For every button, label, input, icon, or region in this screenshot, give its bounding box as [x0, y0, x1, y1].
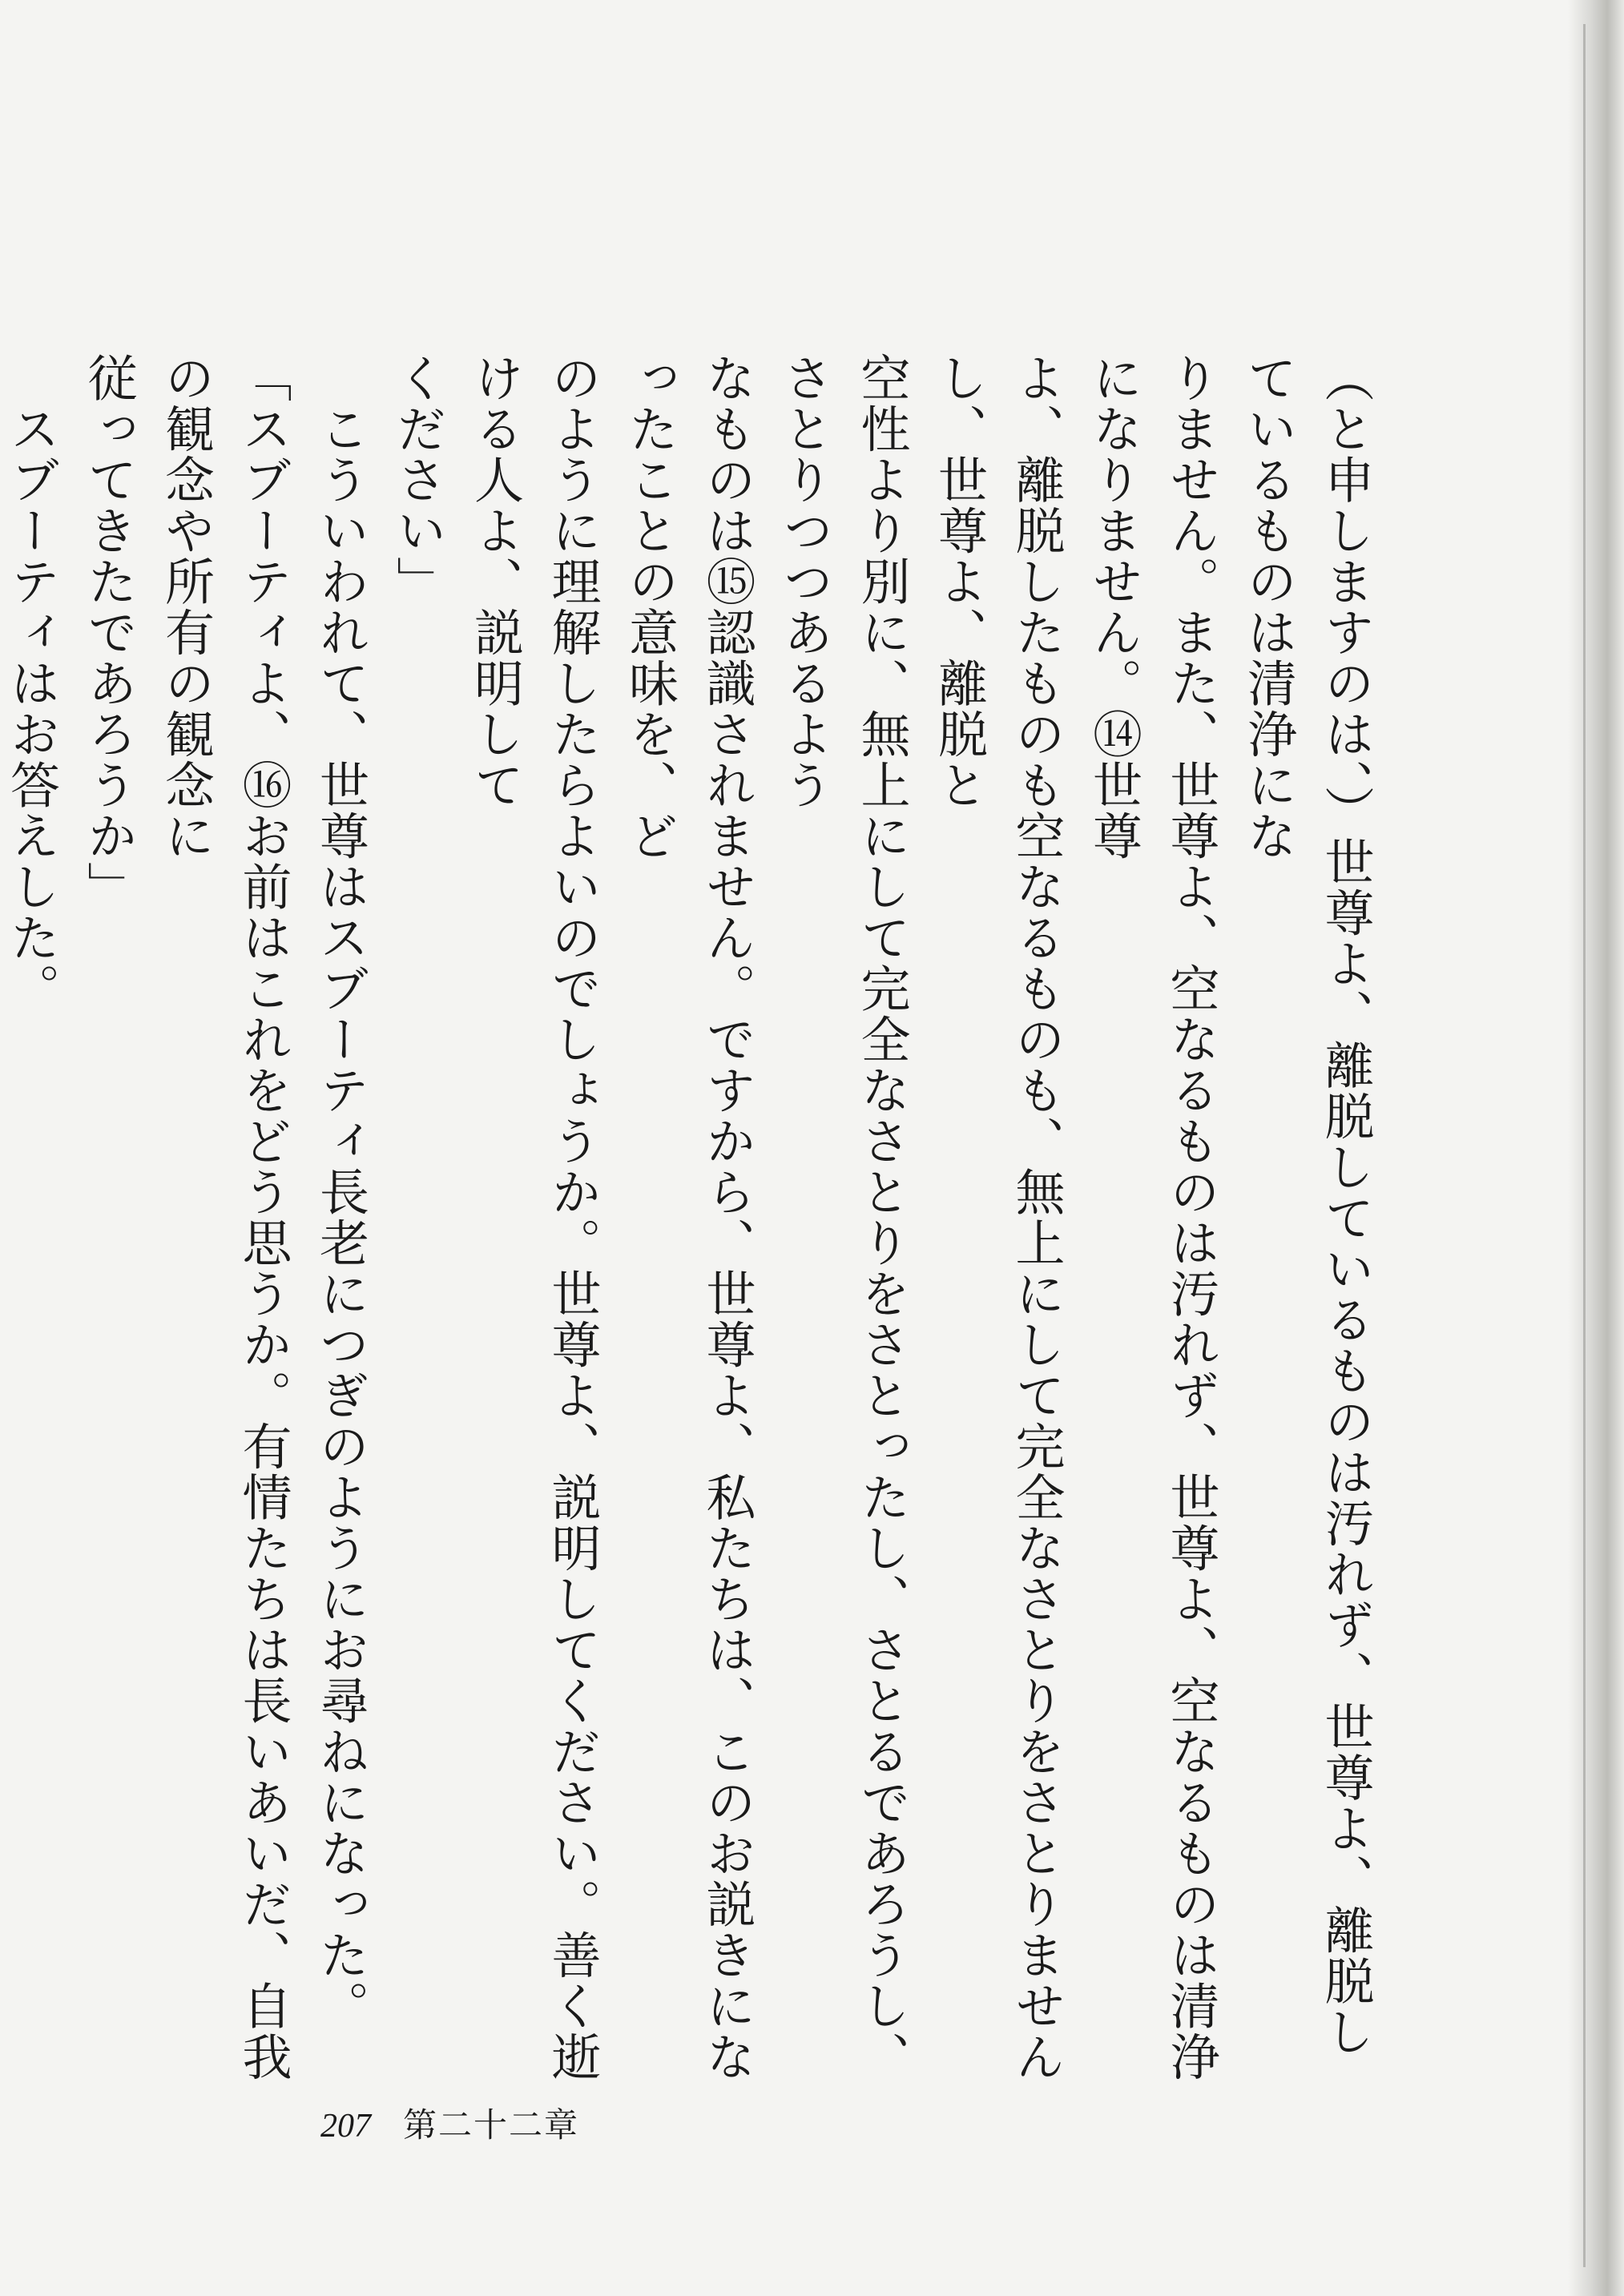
paragraph-1: （と申しますのは、）世尊よ、離脱しているものは汚れず、世尊よ、離脱しているものは清浄にな りません。また、世尊よ、空なるものは汚れず、世尊よ、空なるものは清浄になりません。⑭世尊 よ、離脱したものも空なるものも、無上にして完全なさとりをさとりませんし、世尊よ、離脱と 空性より別に、無上にして完全なさとりをさとったし、さとるであろうし、さとりつつあるよう なものは⑮認識されません。ですから、世尊よ、私たちは、このお説きになったことの意味を、ど のように理解したらよいのでしょうか。世尊よ、説明してください。善く逝ける人よ、説明して ください」 — [389, 352, 1375, 2082]
paragraph-4: スブーティはお答えした。 — [2, 352, 61, 1014]
vertical-text-body — [2, 352, 1384, 2091]
page-footer — [320, 2099, 579, 2147]
chapter-title: 第二十二章 — [403, 2105, 580, 2145]
paragraph-3: 「スブーティよ、⑯お前はこれをどう思うか。有情たちは長いあいだ、自我の観念や所有の観念に 従ってきたであろうか」 — [79, 352, 292, 2082]
page-number: 207 — [320, 2108, 371, 2145]
paragraph-2: こういわれて、世尊はスブーティ長老につぎのようにお尋ねになった。 — [311, 352, 370, 2032]
page-edge-line — [1583, 24, 1586, 2267]
page-edge-shadow — [1568, 0, 1624, 2296]
